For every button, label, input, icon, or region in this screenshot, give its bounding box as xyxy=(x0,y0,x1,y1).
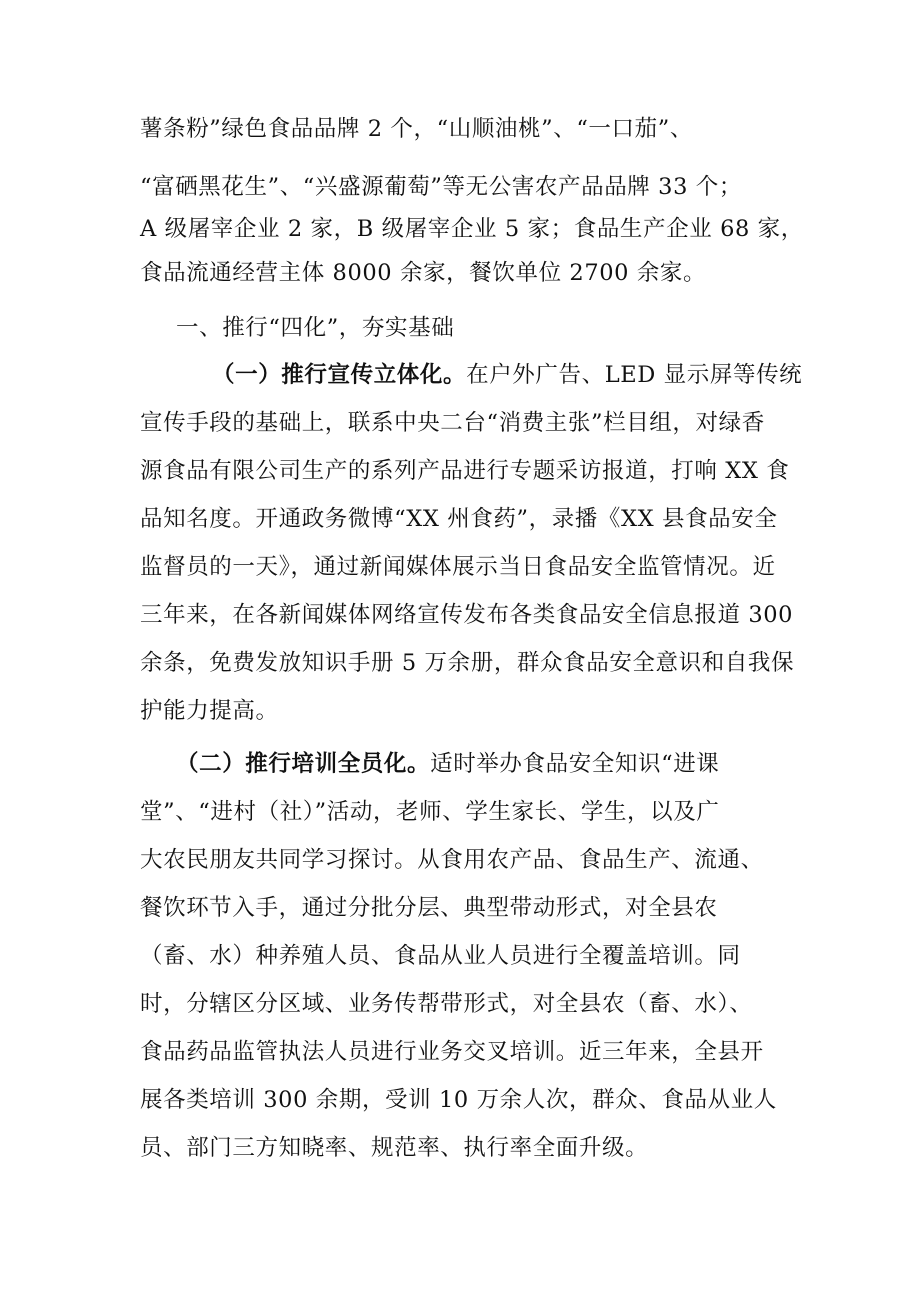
paragraph-line: 大农民朋友共同学习探讨。从食用农产品、食品生产、流通、 xyxy=(140,847,764,873)
paragraph-line: “富硒黑花生”、“兴盛源葡萄”等无公害农产品品牌 33 个； xyxy=(140,174,742,200)
section-heading: 一、推行“四化”，夯实基础 xyxy=(176,315,455,341)
paragraph-line: 源食品有限公司生产的系列产品进行专题采访报道，打响 XX 食 xyxy=(140,458,790,484)
paragraph-line: 食品药品监管执法人员进行业务交叉培训。近三年来，全县开 xyxy=(140,1039,764,1065)
paragraph-line: 员、部门三方知晓率、规范率、执行率全面升级。 xyxy=(140,1135,649,1161)
subsection-title: （二）推行培训全员化。 xyxy=(176,751,431,777)
paragraph-line: 展各类培训 300 余期，受训 10 万余人次，群众、食品从业人 xyxy=(140,1087,777,1113)
paragraph-line: 三年来，在各新闻媒体网络宣传发布各类食品安全信息报道 300 xyxy=(140,602,794,628)
paragraph-line: 餐饮环节入手，通过分批分层、典型带动形式，对全县农 xyxy=(140,895,718,921)
paragraph-line: 堂”、“进村（社）”活动，老师、学生家长、学生，以及广 xyxy=(140,799,720,825)
paragraph-line: （畜、水）种养殖人员、食品从业人员进行全覆盖培训。同 xyxy=(140,943,741,969)
paragraph-line: 食品流通经营主体 8000 余家，餐饮单位 2700 余家。 xyxy=(140,260,707,286)
subsection-title: （一）推行宣传立体化。 xyxy=(212,362,467,388)
paragraph-line: （一）推行宣传立体化。在户外广告、LED 显示屏等传统 xyxy=(212,362,803,388)
paragraph-line: A 级屠宰企业 2 家，B 级屠宰企业 5 家；食品生产企业 68 家， xyxy=(140,216,804,242)
paragraph-line: 宣传手段的基础上，联系中央二台“消费主张”栏目组，对绿香 xyxy=(140,410,765,436)
paragraph-line: 余条，免费发放知识手册 5 万余册，群众食品安全意识和自我保 xyxy=(140,650,795,676)
paragraph-line: （二）推行培训全员化。适时举办食品安全知识“进课 xyxy=(176,751,720,777)
paragraph-line: 薯条粉”绿色食品品牌 2 个，“山顺油桃”、“一口茄”、 xyxy=(140,116,693,142)
paragraph-line: 时，分辖区分区域、业务传帮带形式，对全县农（畜、水）、 xyxy=(140,991,753,1017)
paragraph-line: 监督员的一天》，通过新闻媒体展示当日食品安全监管情况。近 xyxy=(140,554,776,580)
paragraph-line: 护能力提高。 xyxy=(140,698,279,724)
paragraph-line: 品知名度。开通政务微博“XX 州食药”，录播《XX 县食品安全 xyxy=(140,506,778,532)
